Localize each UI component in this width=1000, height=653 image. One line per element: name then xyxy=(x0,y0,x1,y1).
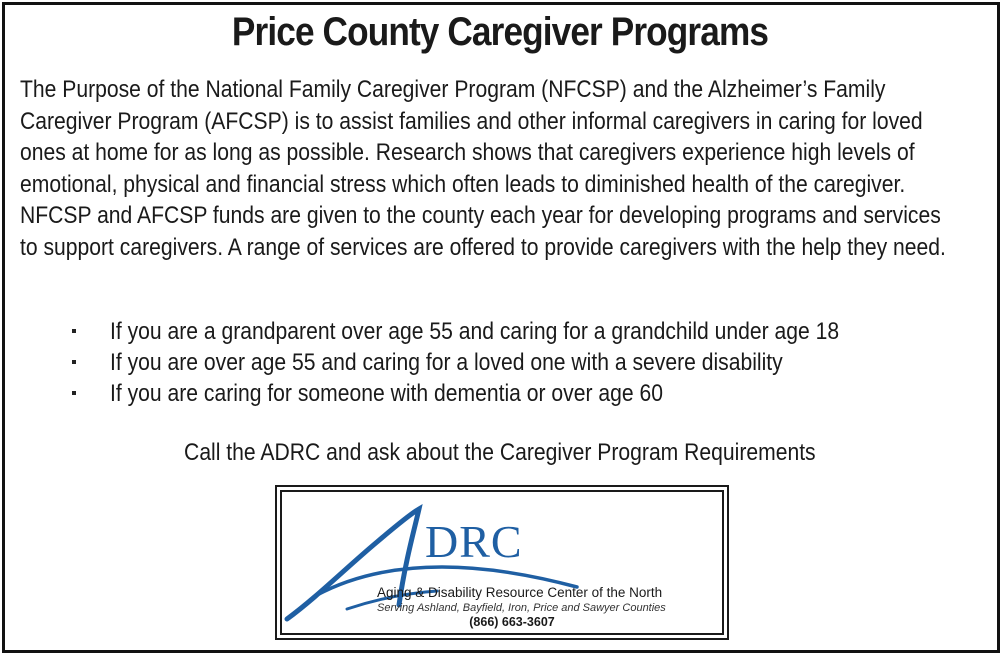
phone-number: (866) 663-3607 xyxy=(469,615,555,629)
list-item xyxy=(70,378,939,409)
bullet-icon xyxy=(72,360,76,364)
list-item xyxy=(70,316,939,347)
logo-letters: DRC xyxy=(425,516,523,567)
page-title: Price County Caregiver Programs xyxy=(231,10,769,54)
list-item-text: If you are over age 55 and caring for a loved one with a severe disability xyxy=(110,349,783,376)
call-to-action-text: Call the ADRC and ask about the Caregiver Program Requirements xyxy=(184,439,816,466)
logo-caption xyxy=(377,585,666,630)
list-item-text: If you are a grandparent over age 55 and caring for a grandchild under age 18 xyxy=(110,318,840,345)
list-item xyxy=(70,347,939,378)
list-item-text: If you are caring for someone with dementia or over age 60 xyxy=(110,380,663,407)
bullet-icon xyxy=(72,329,76,333)
bullet-icon xyxy=(72,391,76,395)
eligibility-list xyxy=(70,316,939,409)
org-name: Aging & Disability Resource Center of the North xyxy=(377,585,663,600)
service-area: Serving Ashland, Bayfield, Iron, Price and Sawyer Counties xyxy=(377,602,666,614)
call-to-action xyxy=(0,437,1000,469)
adrc-logo-box xyxy=(275,485,729,640)
intro-paragraph: The Purpose of the National Family Caregiver Program (NFCSP) and the Alzheimer’s Family Caregiver Program (AFCSP) is to assist families and other informal caregivers in caring for loved ones at home for as long as possible. Research shows that caregivers experience high levels of emotional, physical and financial stress which often leads to diminished health of the caregiver. NFCSP and AFCSP funds are given to the county each year for developing programs and services to support caregivers. A range of services are offered to provide caregivers with the help they need. xyxy=(20,76,946,261)
